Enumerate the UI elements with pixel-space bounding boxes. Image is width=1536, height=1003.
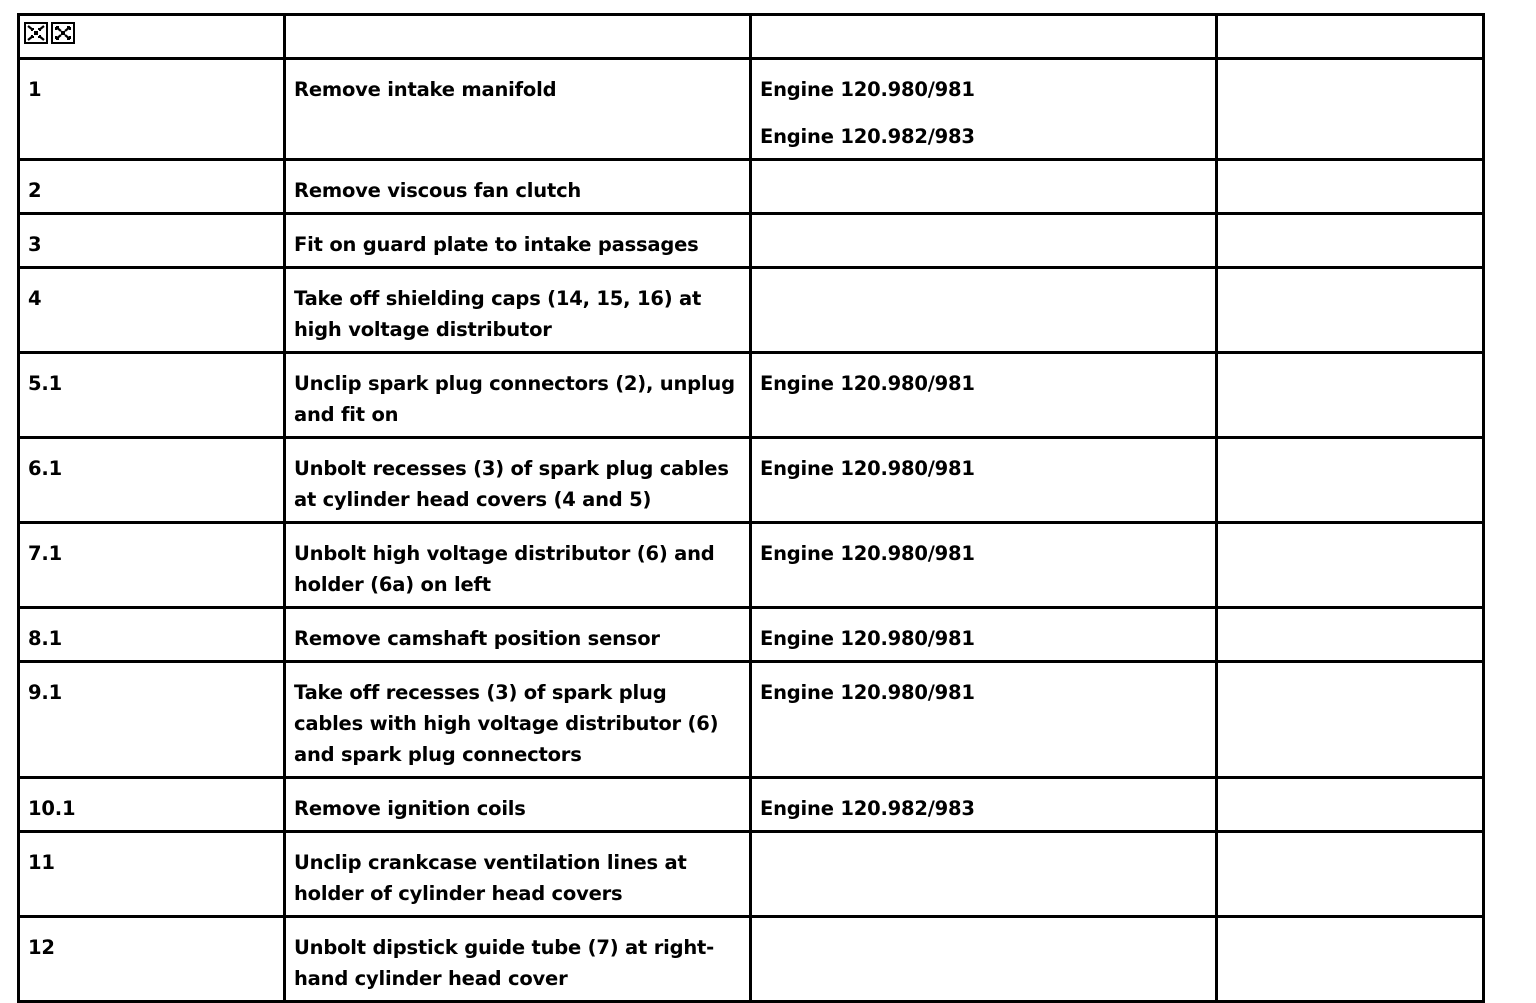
header-row — [19, 15, 1484, 59]
step-number: 9.1 — [19, 662, 285, 778]
engine-applicability — [751, 917, 1217, 1002]
engine-applicability — [751, 778, 1217, 832]
engine-applicability — [751, 268, 1217, 353]
step-number: 12 — [19, 917, 285, 1002]
engine-applicability — [751, 608, 1217, 662]
engine-label: Engine 120.980/981 — [760, 78, 975, 101]
table-row — [19, 214, 1484, 268]
notes-cell — [1217, 160, 1484, 214]
engine-label: Engine 120.980/981 — [760, 372, 975, 395]
task-description: Unbolt dipstick guide tube (7) at right-hand cylinder head cover — [285, 917, 751, 1002]
notes-cell — [1217, 778, 1484, 832]
task-description: Remove camshaft position sensor — [285, 608, 751, 662]
procedure-table-body — [19, 15, 1484, 1002]
step-number: 2 — [19, 160, 285, 214]
table-row — [19, 160, 1484, 214]
task-description: Take off recesses (3) of spark plug cables with high voltage distributor (6) and spark plug connectors — [285, 662, 751, 778]
table-row — [19, 778, 1484, 832]
task-description: Remove ignition coils — [285, 778, 751, 832]
engine-applicability — [751, 438, 1217, 523]
engine-applicability — [751, 214, 1217, 268]
notes-cell — [1217, 268, 1484, 353]
step-number: 1 — [19, 59, 285, 160]
notes-cell — [1217, 608, 1484, 662]
step-number: 11 — [19, 832, 285, 917]
expand-icon[interactable] — [24, 22, 48, 44]
step-number: 5.1 — [19, 353, 285, 438]
notes-cell — [1217, 353, 1484, 438]
notes-cell — [1217, 59, 1484, 160]
table-row — [19, 353, 1484, 438]
table-row — [19, 832, 1484, 917]
table-row — [19, 523, 1484, 608]
step-number: 4 — [19, 268, 285, 353]
engine-applicability — [751, 353, 1217, 438]
procedure-table — [17, 13, 1485, 1003]
engine-applicability — [751, 59, 1217, 160]
header-cell-3 — [751, 15, 1217, 59]
header-cell-icons — [19, 15, 285, 59]
task-description: Unclip spark plug connectors (2), unplug and fit on — [285, 353, 751, 438]
engine-label: Engine 120.980/981 — [760, 542, 975, 565]
task-description: Unbolt recesses (3) of spark plug cables at cylinder head covers (4 and 5) — [285, 438, 751, 523]
step-number: 8.1 — [19, 608, 285, 662]
task-description: Remove intake manifold — [285, 59, 751, 160]
table-row — [19, 268, 1484, 353]
notes-cell — [1217, 214, 1484, 268]
step-number: 3 — [19, 214, 285, 268]
task-description: Remove viscous fan clutch — [285, 160, 751, 214]
engine-label: Engine 120.980/981 — [760, 627, 975, 650]
notes-cell — [1217, 523, 1484, 608]
engine-label: Engine 120.982/983 — [760, 797, 975, 820]
notes-cell — [1217, 662, 1484, 778]
engine-applicability — [751, 523, 1217, 608]
table-row — [19, 917, 1484, 1002]
engine-label: Engine 120.980/981 — [760, 457, 975, 480]
notes-cell — [1217, 832, 1484, 917]
header-cell-4 — [1217, 15, 1484, 59]
table-row — [19, 59, 1484, 160]
engine-label: Engine 120.982/983 — [760, 125, 975, 148]
step-number: 6.1 — [19, 438, 285, 523]
table-row — [19, 662, 1484, 778]
header-cell-2 — [285, 15, 751, 59]
engine-applicability — [751, 662, 1217, 778]
task-description: Unbolt high voltage distributor (6) and holder (6a) on left — [285, 523, 751, 608]
step-number: 10.1 — [19, 778, 285, 832]
task-description: Take off shielding caps (14, 15, 16) at high voltage distributor — [285, 268, 751, 353]
engine-applicability — [751, 160, 1217, 214]
task-description: Fit on guard plate to intake passages — [285, 214, 751, 268]
collapse-icon[interactable] — [51, 22, 75, 44]
notes-cell — [1217, 917, 1484, 1002]
table-row — [19, 608, 1484, 662]
step-number: 7.1 — [19, 523, 285, 608]
notes-cell — [1217, 438, 1484, 523]
task-description: Unclip crankcase ventilation lines at holder of cylinder head covers — [285, 832, 751, 917]
table-row — [19, 438, 1484, 523]
engine-applicability — [751, 832, 1217, 917]
engine-label: Engine 120.980/981 — [760, 681, 975, 704]
